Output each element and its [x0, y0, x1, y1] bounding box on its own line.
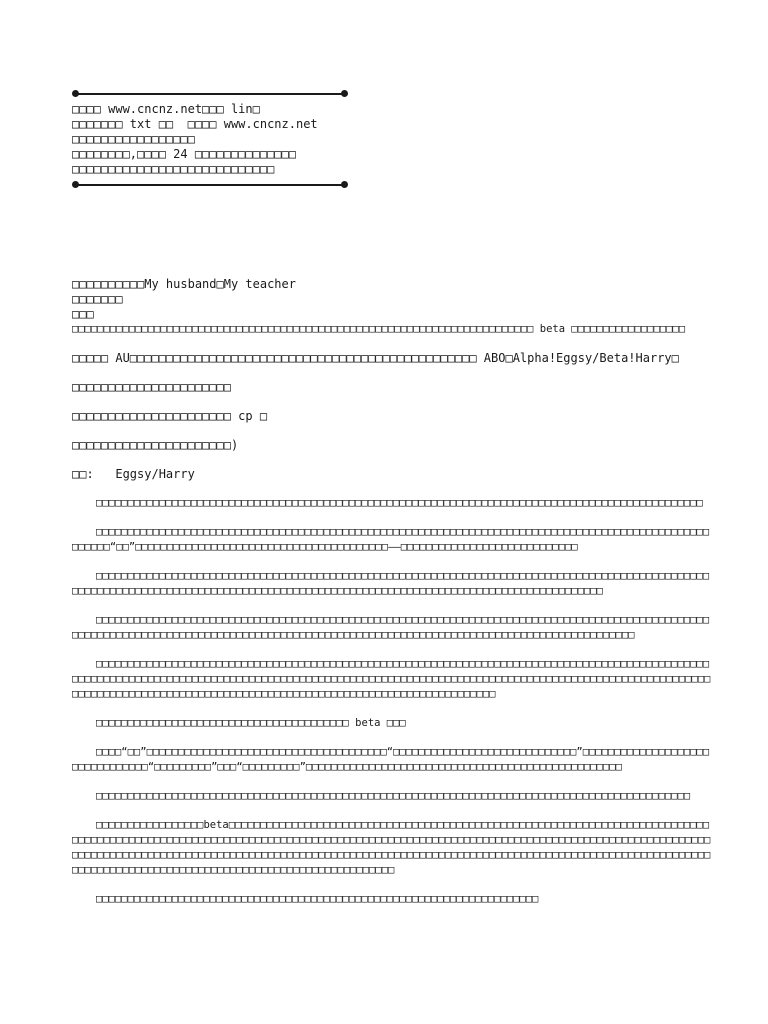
paragraph: □□□□□□□□□□□□□□□□□□□□□□□□□□□□□□□□□□□□□□□□□□□□□□□□□□□□□□□□□□□□□□□□□□□□□□□□□□□□□□□□□□□□□□□□□□□□□□□□	[96, 497, 703, 509]
bottom-divider	[72, 177, 348, 193]
paragraph: □□□□□□□□□□□□□□□□□□□□□□□□□□□□□□□□□□□□□□□□ beta □□□	[96, 717, 406, 729]
paragraph: □□□□□□□□□□□□□□□□□□□□□□□□□□□□□□□□□□□□□□□□□□□□□□□□□□□□□□□□□□□□□□□□□□□□□□□□□□□□□□□□□□□□□□□□□□□□□□□□□□□□□□□□□□□□□□□□□□□□□□□□□□□□□□□□□□□□□□□□□□□□□□□□□□□□□□□□□□□□□□□□□□□□□□□□□□□□□□□□□□□□□	[72, 570, 710, 597]
story-body	[72, 496, 712, 907]
divider-dot-right-icon	[341, 181, 348, 188]
header-line-5: □□□□□□□□□□□□□□□□□□□□□□□□□□□□	[72, 162, 275, 176]
document-page	[72, 86, 712, 907]
paragraph: □□□□□□□□□□□□□□□□□□□□□□□□□□□□□□□□□□□□□□□□□□□□□□□□□□□□□□□□□□□□□□□□□□□□□□□□□□□□□□□□□□□□□□□□□□□□□□□□□□□□□□□□□□□□□□□□□□□□□□□□□□□□□□□□□□□□□□□□□□□□□□□□□□□□□□□□□□□□□□□□□□□□□□□□□□□□□□□□□□□□□□□□□□	[72, 614, 710, 641]
top-divider	[72, 86, 348, 102]
meta-line: □□□□□□□□□□□□□□□□□□□□□□)	[72, 438, 239, 452]
paragraph: □□□□□□□□□□□□□□□□□□□□□□□□□□□□□□□□□□□□□□□□□□□□□□□□□□□□□□□□□□□□□□□□□□□□□□	[96, 893, 539, 905]
paragraph: □□□□□□□□□□□□□□□□□beta□□□□□□□□□□□□□□□□□□□□□□□□□□□□□□□□□□□□□□□□□□□□□□□□□□□□□□□□□□□□□□□□□□□□□□□□□□□□□□□□□□□□□□□□□□□□□□□□□□□□□□□□□□□□□□□□□□□□□□□□□□□□□□□□□□□□□□□□□□□□□□□□□□□□□□□□□□□□□□□□□□□□□□□□□□□□□□□□□□□□□□□□□□□□□□□□□□□□□□□□□□□□□□□□□□□□□□□□□□□□□□□□□□□□□□□□□□□□□□□□□□□□□□□□□□□□□□□□□□□□□□□□□□□□□□□□□□□□□□□□□□□□□□□□□□□□□□□□□□□□□□□□□□□□□□□□□□□□□□□□□□□□□□□□□	[72, 819, 711, 876]
header-line-2: □□□□□□□ txt □□ □□□□ www.cncnz.net	[72, 117, 318, 131]
divider-dot-right-icon	[341, 90, 348, 97]
paragraph: □□□□□□□□□□□□□□□□□□□□□□□□□□□□□□□□□□□□□□□□□□□□□□□□□□□□□□□□□□□□□□□□□□□□□□□□□□□□□□□□□□□□□□□□□□□□□□□□□□□□□□□□□□□□□□□□□□□□□□□□□□□□□□□□□□□□□□□□□□□□□□□□□□□□□□□□□□□□□□□□□□□□□□□□□□□□□□□□□□□□□□□□□□□□□□□□□□□□□□□□□□□□□□□□□□□□□□□□□□□□□□□□□□□□□□□□□□□□□□□□□□□□□□□□□□□□□□□□□□□□□□□□□	[72, 658, 711, 700]
meta-line: □□□□□□□□□□□□□□□□□□□□□□□□□□□□□□□□□□□□□□□□□□□□□□□□□□□□□□□□□□□□□□□□□□□□□□□□□ beta □□□□□□□□□□□□□□□□□□	[72, 323, 686, 335]
meta-line: □□□□□□□□□□□□□□□□□□□□□□	[72, 380, 231, 394]
story-title-line: □□□□□□□□□□My husband□My teacher	[72, 277, 296, 291]
meta-line: □□□	[72, 307, 94, 321]
header-line-1: □□□□ www.cncnz.net□□□ lin□	[72, 102, 260, 116]
paragraph: □□□□“□□”□□□□□□□□□□□□□□□□□□□□□□□□□□□□□□□□□□□□□□“□□□□□□□□□□□□□□□□□□□□□□□□□□□□□”□□□□□□□□□□□□□□□□□□□□□□□□□□□□□□□□“□□□□□□□□□”□□□“□□□□□□□□□”□□□□□□□□□□□□□□□□□□□□□□□□□□□□□□□□□□□□□□□□□□□□□□□□□□	[72, 746, 710, 773]
header-line-4: □□□□□□□□,□□□□ 24 □□□□□□□□□□□□□□	[72, 147, 296, 161]
meta-line: □□□□□□□	[72, 292, 123, 306]
story-meta	[72, 277, 712, 482]
au-note-line: □□□□□ AU□□□□□□□□□□□□□□□□□□□□□□□□□□□□□□□□□□□□□□□□□□□□□□□□ ABO□Alpha!Eggsy/Beta!Harry□	[72, 351, 679, 365]
header-line-3: □□□□□□□□□□□□□□□□□	[72, 132, 195, 146]
pairing-line: □□: Eggsy/Harry	[72, 467, 195, 481]
paragraph: □□□□□□□□□□□□□□□□□□□□□□□□□□□□□□□□□□□□□□□□□□□□□□□□□□□□□□□□□□□□□□□□□□□□□□□□□□□□□□□□□□□□□□□□□□□□□□□□□□□□□□□“□□”□□□□□□□□□□□□□□□□□□□□□□□□□□□□□□□□□□□□□□□□——□□□□□□□□□□□□□□□□□□□□□□□□□□□□	[72, 526, 710, 553]
cp-note-line: □□□□□□□□□□□□□□□□□□□□□□ cp □	[72, 409, 268, 423]
paragraph: □□□□□□□□□□□□□□□□□□□□□□□□□□□□□□□□□□□□□□□□□□□□□□□□□□□□□□□□□□□□□□□□□□□□□□□□□□□□□□□□□□□□□□□□□□□□□□	[96, 790, 691, 802]
